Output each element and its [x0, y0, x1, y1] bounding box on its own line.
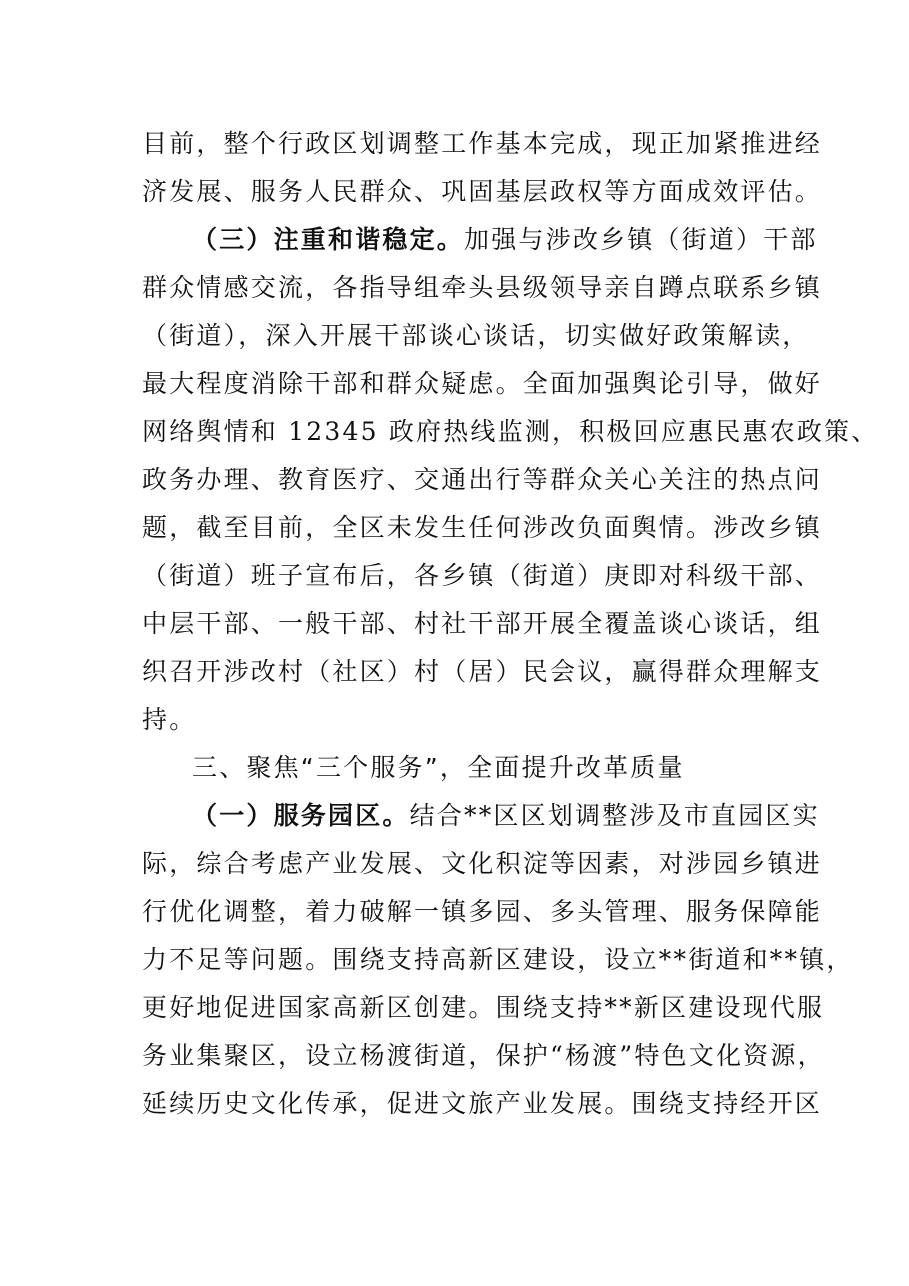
text-line: 网络舆情和 12345 政府热线监测，积极回应惠民惠农政策、	[142, 417, 879, 446]
text-line	[142, 792, 820, 840]
text-line: 际，综合考虑产业发展、文化积淀等因素，对涉园乡镇进	[142, 849, 823, 878]
text-line: 最大程度消除干部和群众疑虑。全面加强舆论引导，做好	[142, 369, 823, 398]
text-run: 结合**区区划调整涉及市直园区实	[409, 801, 820, 830]
text-line: 行优化调整，着力破解一镇多园、多头管理、服务保障能	[142, 897, 823, 926]
text-line: 济发展、服务人民群众、巩固基层政权等方面成效评估。	[142, 177, 823, 206]
paragraph-2	[142, 216, 879, 744]
text-line: 织召开涉改村（社区）村（居）民会议，赢得群众理解支	[142, 657, 823, 686]
paragraph-heading: （三）注重和谐稳定。	[192, 225, 465, 254]
paragraph-3	[142, 792, 854, 1128]
text-line: 政务办理、教育医疗、交通出行等群众关心关注的热点问	[142, 465, 823, 494]
document-body	[142, 120, 879, 1128]
text-line: 题，截至目前，全区未发生任何涉改负面舆情。涉改乡镇	[142, 513, 823, 542]
paragraph-1	[142, 120, 823, 216]
text-line: 更好地促进国家高新区创建。围绕支持**新区建设现代服	[142, 993, 825, 1022]
paragraph-heading: （一）服务园区。	[192, 801, 410, 830]
text-run: 加强与涉改乡镇（街道）干部	[464, 225, 818, 254]
text-line: 务业集聚区，设立杨渡街道，保护“杨渡”特色文化资源，	[142, 1041, 825, 1070]
text-line: （街道），深入开展干部谈心谈话，切实做好政策解读，	[142, 321, 810, 350]
text-line: （街道）班子宣布后，各乡镇（街道）庚即对科级干部、	[142, 561, 823, 590]
text-line: 力不足等问题。围绕支持高新区建设，设立**街道和**镇，	[142, 945, 854, 974]
text-line	[142, 216, 818, 264]
text-line: 延续历史文化传承，促进文旅产业发展。围绕支持经开区	[142, 1089, 823, 1118]
section-heading-3	[142, 744, 782, 792]
text-line: 持。	[142, 705, 197, 734]
text-line: 目前，整个行政区划调整工作基本完成，现正加紧推进经	[142, 129, 823, 158]
text-line: 中层干部、一般干部、村社干部开展全覆盖谈心谈话，组	[142, 609, 823, 638]
text-line: 群众情感交流，各指导组牵头县级领导亲自蹲点联系乡镇	[142, 273, 823, 302]
section-title: 三、聚焦“三个服务”，全面提升改革质量	[192, 753, 685, 782]
